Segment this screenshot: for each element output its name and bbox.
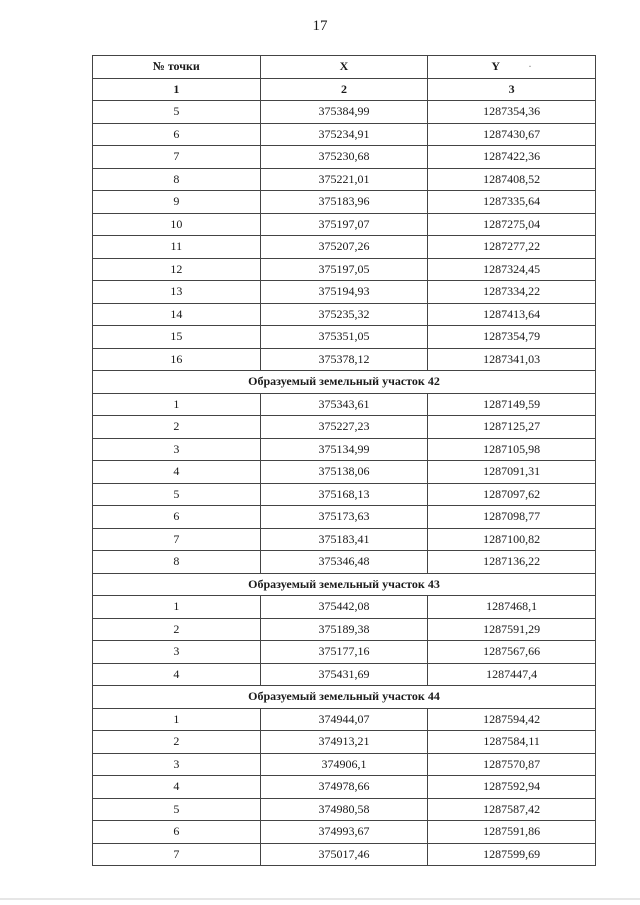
table-row <box>93 101 596 124</box>
point-number-cell: 15 <box>93 326 261 349</box>
x-coordinate-cell: 374906,1 <box>260 753 428 776</box>
y-coordinate-cell: 1287413,64 <box>428 303 596 326</box>
point-number-cell: 13 <box>93 281 261 304</box>
table-row <box>93 146 596 169</box>
x-coordinate-cell: 375168,13 <box>260 483 428 506</box>
section-row <box>93 573 596 596</box>
table-row <box>93 798 596 821</box>
table-body <box>93 101 596 866</box>
point-number-cell: 2 <box>93 618 261 641</box>
point-number-cell: 7 <box>93 528 261 551</box>
table-row <box>93 416 596 439</box>
point-number-cell: 4 <box>93 461 261 484</box>
column-index-3: 3 <box>428 78 596 101</box>
table-row <box>93 348 596 371</box>
y-coordinate-cell: 1287341,03 <box>428 348 596 371</box>
y-coordinate-cell: 1287277,22 <box>428 236 596 259</box>
point-number-cell: 5 <box>93 483 261 506</box>
y-coordinate-cell: 1287599,69 <box>428 843 596 866</box>
y-coordinate-cell: 1287354,79 <box>428 326 596 349</box>
y-coordinate-cell: 1287408,52 <box>428 168 596 191</box>
table-row <box>93 753 596 776</box>
y-coordinate-cell: 1287136,22 <box>428 551 596 574</box>
y-coordinate-cell: 1287567,66 <box>428 641 596 664</box>
table-row <box>93 123 596 146</box>
point-number-cell: 14 <box>93 303 261 326</box>
section-title: Образуемый земельный участок 44 <box>93 686 596 709</box>
point-number-cell: 8 <box>93 168 261 191</box>
x-coordinate-cell: 375230,68 <box>260 146 428 169</box>
table-row <box>93 528 596 551</box>
table-row <box>93 258 596 281</box>
point-number-cell: 3 <box>93 753 261 776</box>
y-coordinate-cell: 1287592,94 <box>428 776 596 799</box>
y-coordinate-cell: 1287570,87 <box>428 753 596 776</box>
header-point-number: № точки <box>93 56 261 79</box>
table-row <box>93 393 596 416</box>
point-number-cell: 6 <box>93 506 261 529</box>
x-coordinate-cell: 375384,99 <box>260 101 428 124</box>
y-coordinate-cell: 1287100,82 <box>428 528 596 551</box>
y-coordinate-cell: 1287275,04 <box>428 213 596 236</box>
x-coordinate-cell: 375227,23 <box>260 416 428 439</box>
point-number-cell: 4 <box>93 663 261 686</box>
x-coordinate-cell: 375442,08 <box>260 596 428 619</box>
y-coordinate-cell: 1287091,31 <box>428 461 596 484</box>
section-row <box>93 686 596 709</box>
x-coordinate-cell: 375197,05 <box>260 258 428 281</box>
x-coordinate-cell: 375189,38 <box>260 618 428 641</box>
y-coordinate-cell: 1287422,36 <box>428 146 596 169</box>
point-number-cell: 10 <box>93 213 261 236</box>
column-index-row <box>93 78 596 101</box>
x-coordinate-cell: 375235,32 <box>260 303 428 326</box>
point-number-cell: 1 <box>93 596 261 619</box>
point-number-cell: 3 <box>93 438 261 461</box>
x-coordinate-cell: 375183,96 <box>260 191 428 214</box>
point-number-cell: 1 <box>93 393 261 416</box>
x-coordinate-cell: 374913,21 <box>260 731 428 754</box>
x-coordinate-cell: 375431,69 <box>260 663 428 686</box>
table-row <box>93 821 596 844</box>
table-row <box>93 776 596 799</box>
table-row <box>93 461 596 484</box>
table-row <box>93 438 596 461</box>
point-number-cell: 5 <box>93 101 261 124</box>
y-coordinate-cell: 1287105,98 <box>428 438 596 461</box>
x-coordinate-cell: 374978,66 <box>260 776 428 799</box>
x-coordinate-cell: 375017,46 <box>260 843 428 866</box>
y-coordinate-cell: 1287149,59 <box>428 393 596 416</box>
table-row <box>93 168 596 191</box>
column-index-2: 2 <box>260 78 428 101</box>
point-number-cell: 1 <box>93 708 261 731</box>
y-coordinate-cell: 1287324,45 <box>428 258 596 281</box>
x-coordinate-cell: 374980,58 <box>260 798 428 821</box>
point-number-cell: 8 <box>93 551 261 574</box>
point-number-cell: 11 <box>93 236 261 259</box>
table-row <box>93 281 596 304</box>
y-coordinate-cell: 1287594,42 <box>428 708 596 731</box>
page-number: 17 <box>312 18 328 34</box>
table-row <box>93 483 596 506</box>
x-coordinate-cell: 375351,05 <box>260 326 428 349</box>
x-coordinate-cell: 375378,12 <box>260 348 428 371</box>
x-coordinate-cell: 375134,99 <box>260 438 428 461</box>
table-row <box>93 843 596 866</box>
y-coordinate-cell: 1287354,36 <box>428 101 596 124</box>
table-row <box>93 708 596 731</box>
table-row <box>93 236 596 259</box>
table-row <box>93 618 596 641</box>
table-row <box>93 596 596 619</box>
section-title: Образуемый земельный участок 42 <box>93 371 596 394</box>
y-coordinate-cell: 1287584,11 <box>428 731 596 754</box>
table-row <box>93 551 596 574</box>
y-coordinate-cell: 1287468,1 <box>428 596 596 619</box>
header-y: Y <box>491 59 500 74</box>
x-coordinate-cell: 375346,48 <box>260 551 428 574</box>
column-index-1: 1 <box>93 78 261 101</box>
x-coordinate-cell: 375194,93 <box>260 281 428 304</box>
x-coordinate-cell: 375221,01 <box>260 168 428 191</box>
point-number-cell: 6 <box>93 821 261 844</box>
table-row <box>93 731 596 754</box>
y-coordinate-cell: 1287447,4 <box>428 663 596 686</box>
x-coordinate-cell: 375207,26 <box>260 236 428 259</box>
table-row <box>93 641 596 664</box>
point-number-cell: 7 <box>93 843 261 866</box>
x-coordinate-cell: 375197,07 <box>260 213 428 236</box>
table-row <box>93 506 596 529</box>
point-number-cell: 12 <box>93 258 261 281</box>
y-coordinate-cell: 1287334,22 <box>428 281 596 304</box>
x-coordinate-cell: 375183,41 <box>260 528 428 551</box>
y-coordinate-cell: 1287097,62 <box>428 483 596 506</box>
point-number-cell: 7 <box>93 146 261 169</box>
header-y-cell <box>428 56 596 79</box>
section-title: Образуемый земельный участок 43 <box>93 573 596 596</box>
y-coordinate-cell: 1287587,42 <box>428 798 596 821</box>
point-number-cell: 3 <box>93 641 261 664</box>
y-coordinate-cell: 1287125,27 <box>428 416 596 439</box>
section-row <box>93 371 596 394</box>
table-row <box>93 326 596 349</box>
point-number-cell: 2 <box>93 731 261 754</box>
y-coordinate-cell: 1287591,29 <box>428 618 596 641</box>
x-coordinate-cell: 375138,06 <box>260 461 428 484</box>
y-coordinate-cell: 1287430,67 <box>428 123 596 146</box>
point-number-cell: 6 <box>93 123 261 146</box>
header-row <box>93 56 596 79</box>
point-number-cell: 16 <box>93 348 261 371</box>
table-row <box>93 303 596 326</box>
y-coordinate-cell: 1287335,64 <box>428 191 596 214</box>
page-bottom-edge <box>0 898 640 900</box>
x-coordinate-cell: 374944,07 <box>260 708 428 731</box>
x-coordinate-cell: 375234,91 <box>260 123 428 146</box>
header-x: X <box>260 56 428 79</box>
y-coordinate-cell: 1287098,77 <box>428 506 596 529</box>
table-row <box>93 663 596 686</box>
point-number-cell: 9 <box>93 191 261 214</box>
table-row <box>93 213 596 236</box>
table-row <box>93 191 596 214</box>
point-number-cell: 5 <box>93 798 261 821</box>
point-number-cell: 4 <box>93 776 261 799</box>
x-coordinate-cell: 375343,61 <box>260 393 428 416</box>
y-coordinate-cell: 1287591,86 <box>428 821 596 844</box>
coordinates-table <box>92 55 596 866</box>
header-mark: · <box>527 59 532 74</box>
table-header <box>93 56 596 101</box>
x-coordinate-cell: 375173,63 <box>260 506 428 529</box>
point-number-cell: 2 <box>93 416 261 439</box>
x-coordinate-cell: 375177,16 <box>260 641 428 664</box>
x-coordinate-cell: 374993,67 <box>260 821 428 844</box>
